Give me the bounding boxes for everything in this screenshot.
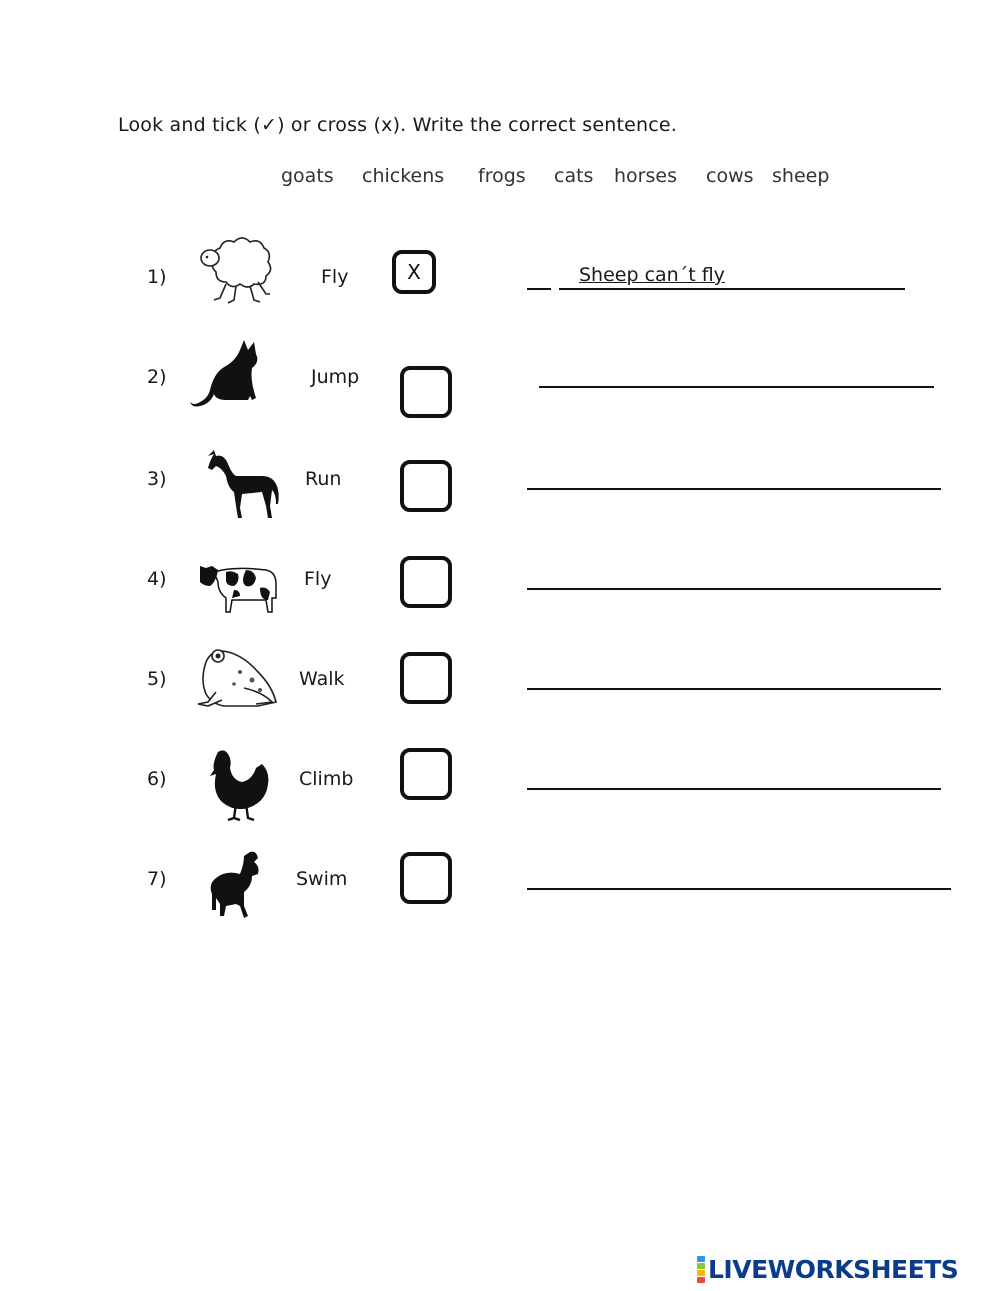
word-bank-item: goats: [281, 165, 334, 187]
action-verb: Run: [305, 468, 342, 490]
brand-name: LIVEWORKSHEETS: [708, 1255, 959, 1284]
item-number: 5): [147, 668, 167, 690]
exercise-row-3: [0, 430, 1000, 530]
action-verb: Climb: [299, 768, 354, 790]
frog-icon: [196, 642, 282, 712]
tick-cross-box[interactable]: [400, 460, 452, 512]
exercise-row-6: [0, 730, 1000, 830]
item-number: 1): [147, 266, 167, 288]
logo-block: [697, 1277, 705, 1283]
tick-cross-box[interactable]: [400, 366, 452, 418]
action-verb: Swim: [296, 868, 348, 890]
word-bank-item: horses: [614, 165, 677, 187]
action-verb: Jump: [311, 366, 360, 388]
action-verb: Walk: [299, 668, 345, 690]
tick-cross-box[interactable]: X: [392, 250, 436, 294]
chicken-icon: [206, 746, 272, 826]
answer-field[interactable]: [527, 562, 941, 590]
answer-field[interactable]: [527, 662, 941, 690]
goat-icon: [206, 848, 266, 922]
horse-icon: [200, 448, 280, 524]
logo-block: [697, 1270, 705, 1276]
cat-icon: [188, 336, 268, 408]
action-verb: Fly: [304, 568, 332, 590]
liveworksheets-logo-icon: [697, 1256, 705, 1283]
exercise-row-7: [0, 830, 1000, 930]
answer-field[interactable]: [527, 862, 951, 890]
tick-cross-box[interactable]: [400, 748, 452, 800]
logo-block: [697, 1263, 705, 1269]
item-number: 3): [147, 468, 167, 490]
item-number: 7): [147, 868, 167, 890]
sheep-icon: [196, 232, 276, 306]
exercise-row-2: [0, 330, 1000, 430]
cow-icon: [198, 558, 280, 614]
word-bank-item: frogs: [478, 165, 526, 187]
answer-field[interactable]: [527, 762, 941, 790]
answer-field[interactable]: [539, 360, 934, 388]
answer-text: Sheep can´t fly: [579, 264, 725, 286]
item-number: 4): [147, 568, 167, 590]
logo-block: [697, 1256, 705, 1262]
answer-field[interactable]: [527, 262, 905, 290]
tick-cross-box[interactable]: [400, 852, 452, 904]
exercise-row-5: [0, 630, 1000, 730]
answer-field[interactable]: [527, 462, 941, 490]
exercise-row-4: [0, 530, 1000, 630]
word-bank-item: cows: [706, 165, 754, 187]
word-bank-item: sheep: [772, 165, 830, 187]
tick-cross-box[interactable]: [400, 652, 452, 704]
item-number: 2): [147, 366, 167, 388]
item-number: 6): [147, 768, 167, 790]
instruction-text: Look and tick (✓) or cross (x). Write the correct sentence.: [118, 114, 678, 136]
word-bank-item: chickens: [362, 165, 445, 187]
tick-cross-box[interactable]: [400, 556, 452, 608]
word-bank: [0, 165, 1000, 195]
action-verb: Fly: [321, 266, 349, 288]
exercise-row-1: [0, 230, 1000, 330]
answer-blank-prefix: [527, 264, 577, 290]
word-bank-item: cats: [554, 165, 594, 187]
liveworksheets-brand[interactable]: [697, 1255, 958, 1284]
